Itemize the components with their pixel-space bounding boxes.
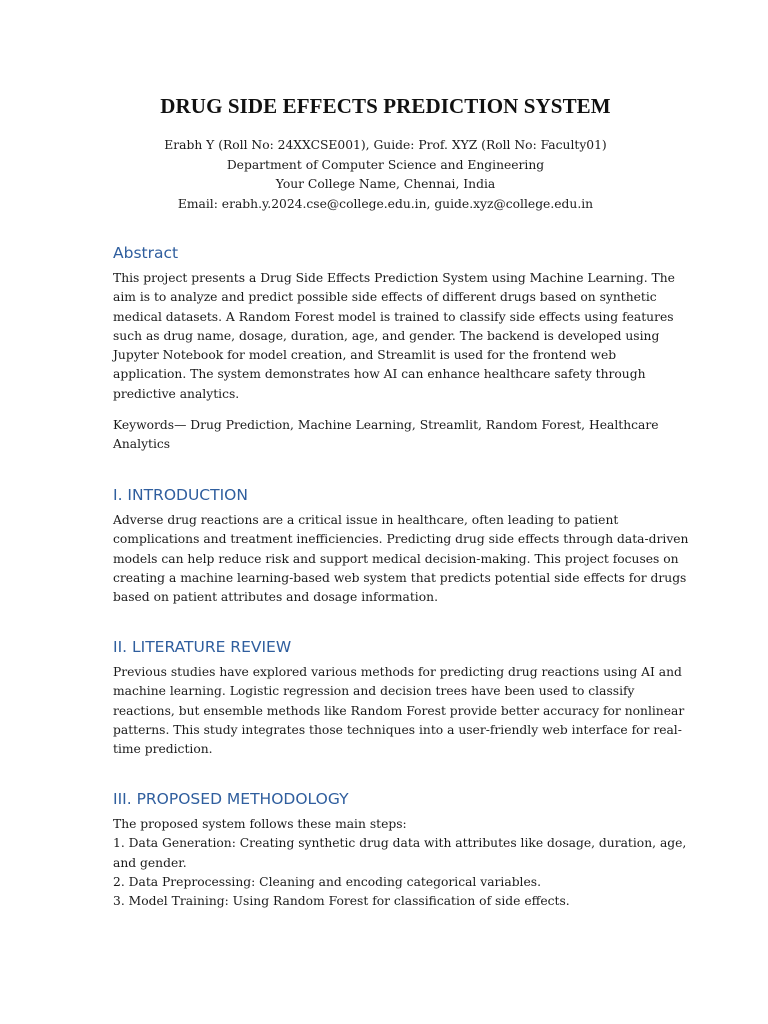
abstract-paragraph bbox=[113, 269, 675, 404]
methodology-line: The proposed system follows these main steps: bbox=[113, 817, 407, 831]
methodology-line: 2. Data Preprocessing: Cleaning and encoding categorical variables. bbox=[113, 874, 541, 889]
abstract-line: such as drug name, dosage, duration, age, and gender. The backend is developed using bbox=[113, 328, 660, 343]
introduction-line: creating a machine learning-based web system that predicts potential side effects for drugs bbox=[113, 570, 687, 585]
methodology-line: 3. Model Training: Using Random Forest for classification of side effects. bbox=[113, 894, 570, 909]
abstract-heading: Abstract bbox=[113, 244, 179, 262]
introduction-line: complications and treatment inefficiencies. Predicting drug side effects through data-driven bbox=[113, 532, 689, 547]
introduction-paragraph bbox=[113, 511, 689, 607]
literature-line: patterns. This study integrates those techniques into a user-friendly web interface for real- bbox=[113, 722, 682, 737]
introduction-line: models can help reduce risk and support medical decision-making. This project focuses on bbox=[113, 551, 679, 566]
literature-line: time prediction. bbox=[113, 742, 213, 757]
keywords-line: Keywords— Drug Prediction, Machine Learning, Streamlit, Random Forest, Healthcare bbox=[113, 418, 659, 432]
literature-line: machine learning. Logistic regression and decision trees have been used to classify bbox=[113, 684, 635, 699]
keywords-line: Analytics bbox=[113, 437, 171, 452]
literature-heading: II. LITERATURE REVIEW bbox=[113, 638, 292, 656]
literature-line: Previous studies have explored various methods for predicting drug reactions using AI and bbox=[113, 665, 682, 679]
author-names: Erabh Y (Roll No: 24XXCSE001), Guide: Prof. XYZ (Roll No: Faculty01) bbox=[164, 138, 607, 152]
introduction-line: based on patient attributes and dosage information. bbox=[113, 590, 438, 605]
keywords-paragraph bbox=[113, 416, 658, 455]
author-department: Department of Computer Science and Engineering bbox=[226, 157, 545, 172]
methodology-paragraph bbox=[113, 815, 687, 911]
literature-paragraph bbox=[113, 663, 685, 759]
abstract-line: This project presents a Drug Side Effects Prediction System using Machine Learning. The bbox=[113, 271, 675, 285]
methodology-line: 1. Data Generation: Creating synthetic drug data with attributes like dosage, duration, age, bbox=[113, 836, 687, 851]
abstract-line: Jupyter Notebook for model creation, and Streamlit is used for the frontend web bbox=[113, 348, 617, 363]
author-block bbox=[113, 136, 658, 214]
abstract-line: predictive analytics. bbox=[113, 386, 240, 401]
author-email: Email: erabh.y.2024.cse@college.edu.in, guide.xyz@college.edu.in bbox=[177, 196, 594, 211]
literature-line: reactions, but ensemble methods like Random Forest provide better accuracy for nonlinear bbox=[113, 703, 685, 718]
abstract-line: application. The system demonstrates how AI can enhance healthcare safety through bbox=[113, 367, 646, 382]
abstract-line: aim is to analyze and predict possible side effects of different drugs based on synthetic bbox=[113, 290, 657, 305]
introduction-heading: I. INTRODUCTION bbox=[113, 486, 248, 504]
methodology-heading: III. PROPOSED METHODOLOGY bbox=[113, 790, 349, 808]
paper-title: DRUG SIDE EFFECTS PREDICTION SYSTEM bbox=[160, 94, 611, 118]
introduction-line: Adverse drug reactions are a critical issue in healthcare, often leading to patient bbox=[113, 513, 619, 527]
abstract-line: medical datasets. A Random Forest model is trained to classify side effects using features bbox=[113, 309, 674, 324]
methodology-line: and gender. bbox=[113, 855, 187, 870]
author-college: Your College Name, Chennai, India bbox=[275, 177, 496, 191]
